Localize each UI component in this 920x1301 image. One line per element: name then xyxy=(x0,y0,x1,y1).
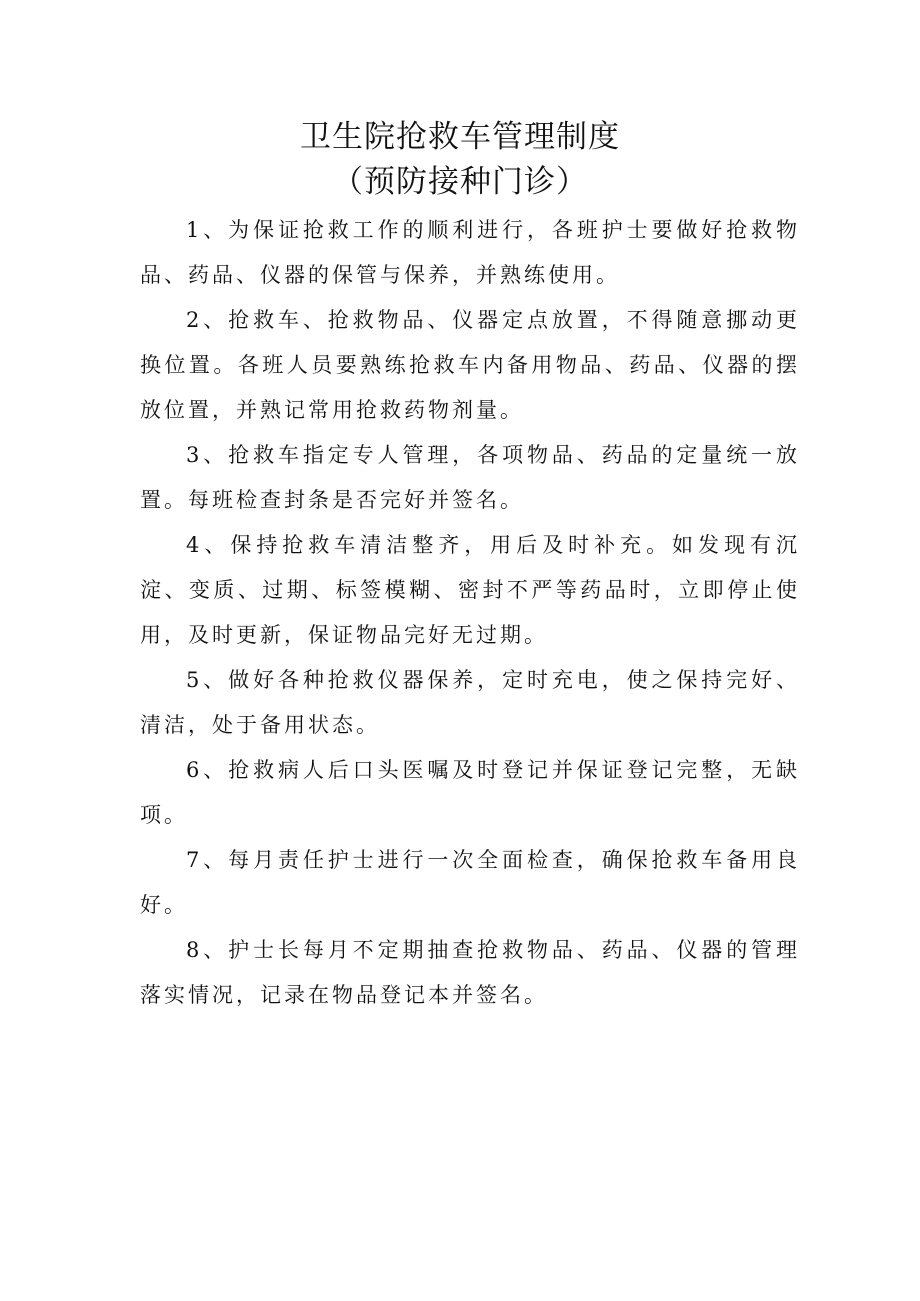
document-subtitle: （预防接种门诊） xyxy=(332,164,588,200)
rule-paragraph-4: 4、保持抢救车清洁整齐，用后及时补充。如发现有沉淀、变质、过期、标签模糊、密封不严等药品时，立即停止使用，及时更新，保证物品完好无过期。 xyxy=(140,533,800,647)
rule-paragraph-5: 5、做好各种抢救仪器保养，定时充电，使之保持完好、清洁，处于备用状态。 xyxy=(140,668,800,737)
document-body xyxy=(140,208,800,1018)
rule-paragraph-1: 1、为保证抢救工作的顺利进行，各班护士要做好抢救物品、药品、仪器的保管与保养，并熟练使用。 xyxy=(140,218,800,287)
document-title: 卫生院抢救车管理制度 xyxy=(300,119,620,155)
rule-paragraph-6: 6、抢救病人后口头医嘱及时登记并保证登记完整，无缺项。 xyxy=(140,758,800,827)
rule-paragraph-3: 3、抢救车指定专人管理，各项物品、药品的定量统一放置。每班检查封条是否完好并签名。 xyxy=(140,443,800,512)
rule-paragraph-2: 2、抢救车、抢救物品、仪器定点放置，不得随意挪动更换位置。各班人员要熟练抢救车内备用物品、药品、仪器的摆放位置，并熟记常用抢救药物剂量。 xyxy=(140,308,800,422)
rule-paragraph-7: 7、每月责任护士进行一次全面检查，确保抢救车备用良好。 xyxy=(140,848,800,917)
rule-paragraph-8: 8、护士长每月不定期抽查抢救物品、药品、仪器的管理落实情况，记录在物品登记本并签名。 xyxy=(140,938,800,1007)
